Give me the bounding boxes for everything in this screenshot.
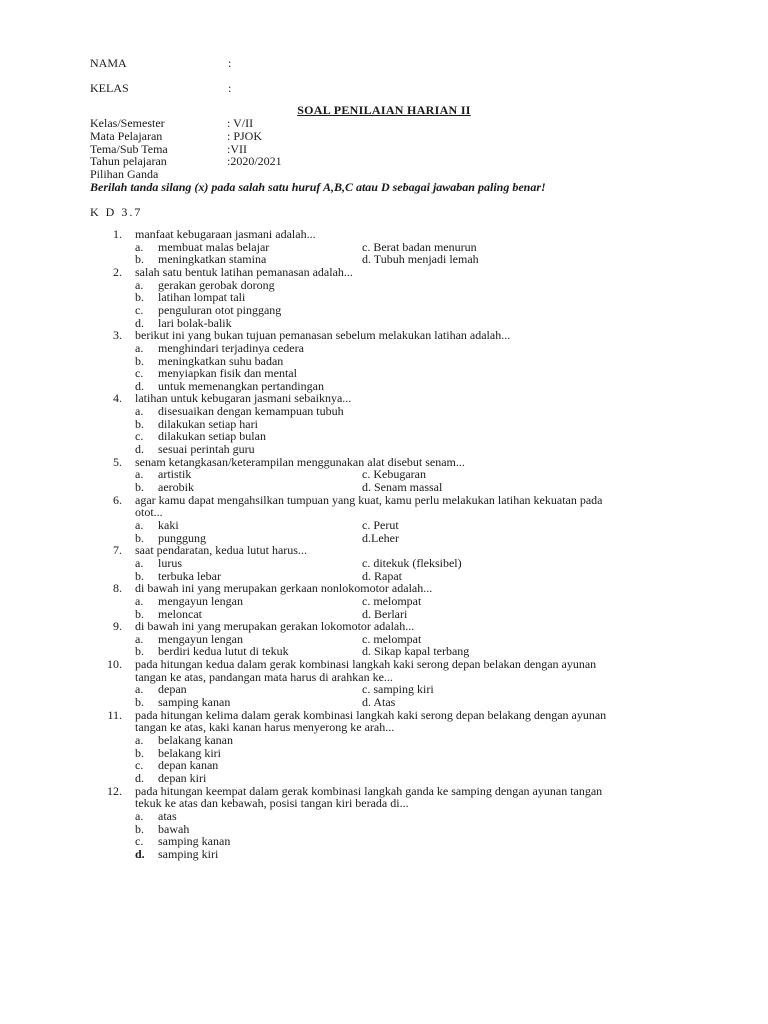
option-letter-5-1: b. (135, 480, 144, 494)
question-text-2: salah satu bentuk latihan pemanasan adalah... (135, 264, 353, 279)
option-text-2-0: gerakan gerobak dorong (158, 277, 275, 292)
option-text-11-2: depan kanan (158, 758, 219, 773)
option-letter-1-0: a. (135, 239, 144, 254)
question-number-7: 7. (113, 543, 122, 558)
option-text-5-1: aerobik (158, 480, 194, 494)
meta-label-mata-pelajaran: Mata Pelajaran (90, 129, 163, 143)
option-letter-9-1: b. (135, 644, 144, 659)
option-text-4-3: sesuai perintah guru (158, 442, 255, 457)
option-text-10-1: samping kanan (158, 695, 231, 710)
question-text-11-cont: tangan ke atas, kaki kanan harus menyerong ke arah... (135, 720, 395, 735)
question-text-8: di bawah ini yang merupakan gerkaan nonlokomotor adalah... (135, 581, 433, 596)
option-text-right-9-0: c. melompat (362, 631, 422, 646)
option-text-3-1: meningkatkan suhu badan (158, 353, 284, 368)
option-letter-4-2: c. (135, 429, 144, 444)
question-text-3: berikut ini yang bukan tujuan pemanasan sebelum melakukan latihan adalah... (135, 328, 511, 343)
option-letter-2-2: c. (135, 302, 144, 317)
option-text-right-1-0: c. Berat badan menurun (362, 239, 477, 254)
question-number-10: 10. (107, 657, 122, 672)
option-text-right-6-0: c. Perut (362, 517, 399, 532)
option-text-right-6-1: d.Leher (362, 530, 399, 545)
question-text-6: agar kamu dapat mengahsilkan tumpuan yang kuat, kamu perlu melakukan latihan kekuatan pada (135, 492, 603, 507)
option-text-3-0: menghindari terjadinya cedera (158, 340, 304, 355)
option-letter-7-1: b. (135, 568, 144, 583)
option-text-12-2: samping kanan (158, 834, 231, 849)
option-letter-6-0: a. (135, 517, 144, 532)
option-text-4-0: disesuaikan dengan kemampuan tubuh (158, 404, 344, 419)
option-text-12-3: samping kiri (158, 846, 219, 861)
question-number-5: 5. (113, 454, 122, 469)
option-letter-4-1: b. (135, 416, 144, 431)
question-number-11: 11. (107, 707, 122, 722)
option-text-10-0: depan (158, 682, 187, 697)
option-letter-9-0: a. (135, 631, 144, 646)
option-letter-8-1: b. (135, 606, 144, 621)
option-letter-3-3: d. (135, 378, 144, 393)
question-number-4: 4. (113, 391, 122, 406)
option-text-right-1-1: d. Tubuh menjadi lemah (362, 252, 479, 267)
question-text-5: senam ketangkasan/keterampilan menggunakan alat disebut senam... (135, 454, 465, 469)
question-text-7: saat pendaratan, kedua lutut harus... (135, 543, 307, 558)
question-text-12: pada hitungan keempat dalam gerak kombinasi langkah ganda ke samping dengan ayunan tangan (135, 783, 603, 798)
option-letter-4-3: d. (135, 442, 144, 457)
question-number-8: 8. (113, 581, 122, 596)
meta-value-tahun: :2020/2021 (227, 154, 282, 168)
question-text-12-cont: tekuk ke atas dan kebawah, posisi tangan kiri berada di... (135, 796, 409, 811)
option-text-11-3: depan kiri (158, 770, 207, 785)
kd-label: K D 3.7 (90, 205, 143, 219)
option-text-11-1: belakang kiri (158, 745, 221, 760)
option-text-right-8-1: d. Berlari (362, 606, 408, 621)
option-letter-12-1: b. (135, 821, 144, 836)
option-text-5-0: artistik (158, 467, 192, 482)
meta-value-mata-pelajaran: : PJOK (227, 129, 263, 143)
question-number-6: 6. (113, 492, 122, 507)
question-text-9: di bawah ini yang merupakan gerakan lokomotor adalah... (135, 619, 415, 634)
meta-label-tahun: Tahun pelajaran (90, 154, 167, 168)
option-letter-8-0: a. (135, 593, 144, 608)
option-text-1-1: meningkatkan stamina (158, 252, 267, 267)
option-text-right-10-0: c. samping kiri (362, 682, 434, 697)
option-text-8-0: mengayun lengan (158, 593, 243, 608)
meta-value-tema: :VII (227, 142, 247, 156)
question-text-11: pada hitungan kelima dalam gerak kombinasi langkah kaki serong depan belakang dengan ayunan (135, 707, 607, 722)
option-letter-12-0: a. (135, 808, 144, 823)
section-title: Pilihan Ganda (90, 167, 159, 181)
option-letter-6-1: b. (135, 530, 144, 545)
question-number-9: 9. (113, 619, 122, 634)
question-text-6-cont: otot... (135, 505, 163, 520)
option-letter-11-3: d. (135, 770, 144, 785)
kelas-label: KELAS (90, 81, 129, 95)
question-number-12: 12. (107, 783, 122, 798)
question-text-10-cont: tangan ke atas, pandangan mata harus di arahkan ke... (135, 669, 393, 684)
option-letter-10-0: a. (135, 682, 144, 697)
question-number-2: 2. (113, 264, 122, 279)
option-letter-2-1: b. (135, 290, 144, 305)
nama-label: NAMA (90, 56, 127, 70)
option-text-3-2: menyiapkan fisik dan mental (158, 366, 297, 381)
kelas-colon: : (228, 81, 232, 95)
question-text-1: manfaat kebugaraan jasmani adalah... (135, 227, 316, 241)
option-letter-11-1: b. (135, 745, 144, 760)
option-letter-12-3: d. (135, 846, 145, 861)
option-letter-2-0: a. (135, 277, 144, 292)
meta-label-kelas-semester: Kelas/Semester (90, 116, 165, 130)
option-text-12-1: bawah (158, 821, 190, 836)
option-text-6-0: kaki (158, 517, 179, 532)
option-text-right-10-1: d. Atas (362, 695, 396, 710)
meta-label-tema: Tema/Sub Tema (90, 142, 168, 156)
page-title: SOAL PENILAIAN HARIAN II (297, 103, 471, 117)
option-letter-12-2: c. (135, 834, 144, 849)
option-text-right-8-0: c. melompat (362, 593, 422, 608)
option-text-right-7-1: d. Rapat (362, 568, 402, 583)
option-text-8-1: meloncat (158, 606, 202, 621)
option-text-right-5-0: c. Kebugaran (362, 467, 426, 482)
option-letter-10-1: b. (135, 695, 144, 710)
option-text-7-1: terbuka lebar (158, 568, 221, 583)
option-text-4-1: dilakukan setiap hari (158, 416, 258, 431)
question-number-1: 1. (113, 227, 122, 241)
question-text-10: pada hitungan kedua dalam gerak kombinasi langkah kaki serong depan belakan dengan ayunan (135, 657, 597, 672)
option-text-2-3: lari bolak-balik (158, 315, 232, 330)
option-letter-5-0: a. (135, 467, 144, 482)
option-text-2-2: penguluran otot pinggang (158, 302, 282, 317)
question-text-4: latihan untuk kebugaran jasmani sebaiknya... (135, 391, 352, 406)
option-text-right-5-1: d. Senam massal (362, 480, 443, 494)
option-letter-11-0: a. (135, 733, 144, 747)
nama-colon: : (228, 56, 232, 70)
option-text-2-1: latihan lompat tali (158, 290, 246, 305)
option-text-right-9-1: d. Sikap kapal terbang (362, 644, 470, 659)
option-letter-4-0: a. (135, 404, 144, 419)
option-text-6-1: punggung (158, 530, 206, 545)
meta-value-kelas-semester: : V/II (227, 116, 254, 130)
option-text-12-0: atas (158, 808, 177, 823)
option-letter-3-0: a. (135, 340, 144, 355)
option-text-4-2: dilakukan setiap bulan (158, 429, 266, 444)
option-text-right-7-0: c. ditekuk (fleksibel) (362, 555, 462, 570)
option-text-9-0: mengayun lengan (158, 631, 243, 646)
option-text-1-0: membuat malas belajar (158, 239, 270, 254)
option-text-11-0: belakang kanan (158, 733, 233, 747)
option-letter-3-2: c. (135, 366, 144, 381)
option-text-3-3: untuk memenangkan pertandingan (158, 378, 324, 393)
option-letter-11-2: c. (135, 758, 144, 773)
option-text-7-0: lurus (158, 555, 182, 570)
option-letter-2-3: d. (135, 315, 144, 330)
instruction-text: Berilah tanda silang (x) pada salah satu huruf A,B,C atau D sebagai jawaban paling benar! (90, 180, 546, 194)
option-text-9-1: berdiri kedua lutut di tekuk (158, 644, 289, 659)
question-number-3: 3. (113, 328, 122, 343)
option-letter-3-1: b. (135, 353, 144, 368)
option-letter-1-1: b. (135, 252, 144, 267)
option-letter-7-0: a. (135, 555, 144, 570)
